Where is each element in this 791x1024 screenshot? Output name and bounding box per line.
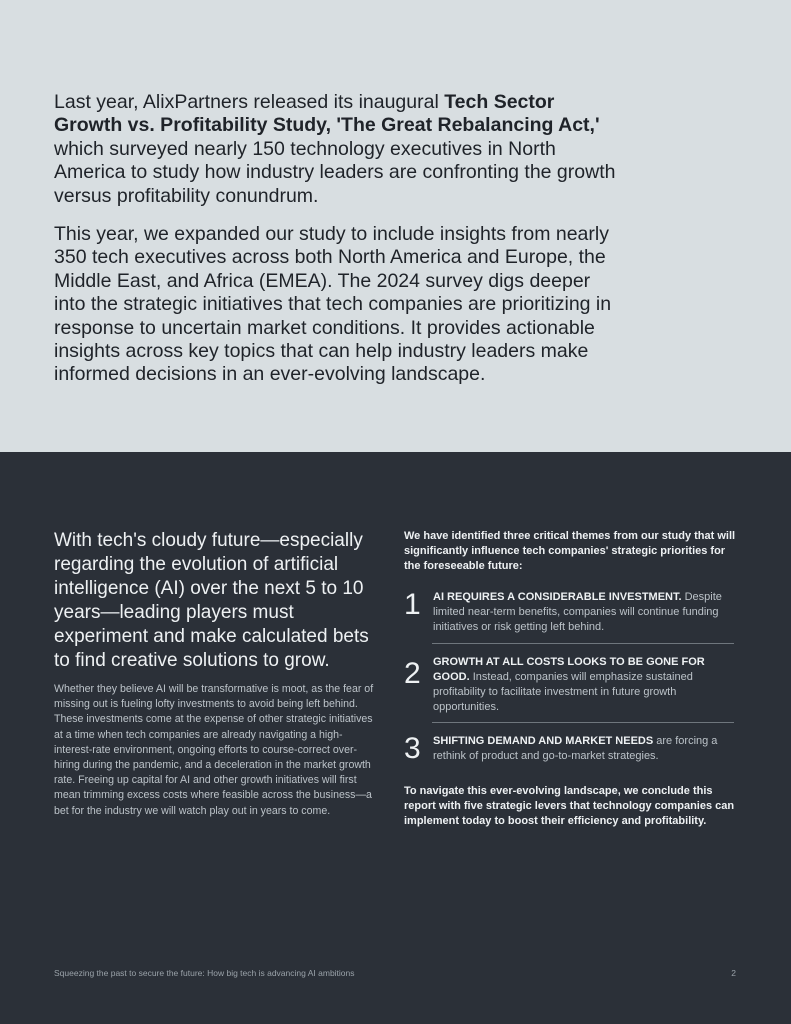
theme-title: GROWTH AT ALL COSTS LOOKS TO BE GONE FOR GOOD. bbox=[433, 656, 705, 683]
footer-title: Squeezing the past to secure the future: How big tech is advancing AI ambitions bbox=[54, 968, 355, 978]
theme-number: 1 bbox=[404, 588, 421, 621]
theme-title: AI REQUIRES A CONSIDERABLE INVESTMENT. bbox=[433, 591, 682, 603]
intro-paragraph-1-start: Last year, AlixPartners released its inaugural bbox=[54, 91, 445, 113]
intro-paragraph-1-end: which surveyed nearly 150 technology executives in North America to study how industry leaders are confronting the growth versus profitability conundrum. bbox=[54, 137, 616, 207]
body-paragraph: Whether they believe AI will be transformative is moot, as the fear of missing out is fueling lofty investments to avoid being left behind. These investments come at the expense of other strategic initiatives at a time when tech companies are already navigating a high-interest-rate environment, ongoing efforts to course-correct over-hiring during the pandemic, and a deceleration in the market growth rate. Freeing up capital for AI and other growth initiatives will first mean trimming excess costs where feasible across the business—a bet for the industry we will watch play out in years to come. bbox=[54, 683, 374, 817]
theme-title: SHIFTING DEMAND AND MARKET NEEDS bbox=[433, 735, 654, 747]
theme-number: 3 bbox=[404, 732, 421, 765]
intro-paragraph-1 bbox=[54, 91, 624, 208]
study-title: Tech Sector Growth vs. Profitability Study, 'The Great Rebalancing Act,' bbox=[54, 91, 600, 137]
theme-number: 2 bbox=[404, 657, 421, 690]
intro-paragraph-2: This year, we expanded our study to include insights from nearly 350 tech executives across both North America and Europe, the Middle East, and Africa (EMEA). The 2024 survey digs deeper into the strategic initiatives that tech companies are prioritizing in response to uncertain market conditions. It provides actionable insights across key topics that can help industry leaders make informed decisions in an ever-evolving landscape. bbox=[54, 223, 612, 386]
themes-intro: We have identified three critical themes from our study that will significantly influence tech companies' strategic priorities for the foreseeable future: bbox=[404, 530, 736, 572]
theme-text bbox=[433, 734, 738, 764]
theme-description: Despite limited near-term benefits, companies will continue funding initiatives or risk getting left behind. bbox=[433, 591, 722, 633]
theme-divider bbox=[432, 722, 734, 723]
themes-section bbox=[0, 452, 791, 1024]
intro-section bbox=[0, 0, 791, 452]
theme-description: are forcing a rethink of product and go-to-market strategies. bbox=[433, 735, 718, 762]
theme-description: Instead, companies will emphasize sustained profitability to facilitate investment in future growth opportunities. bbox=[433, 671, 693, 713]
page-number: 2 bbox=[731, 968, 736, 978]
theme-text bbox=[433, 655, 738, 715]
themes-closing: To navigate this ever-evolving landscape, we conclude this report with five strategic levers that technology companies can implement today to boost their efficiency and profitability. bbox=[404, 785, 735, 827]
theme-divider bbox=[432, 643, 734, 644]
lead-statement: With tech's cloudy future—especially regarding the evolution of artificial intelligence (AI) over the next 5 to 10 years—leading players must experiment and make calculated bets to find creative solutions to grow. bbox=[54, 530, 369, 671]
theme-text bbox=[433, 590, 738, 635]
